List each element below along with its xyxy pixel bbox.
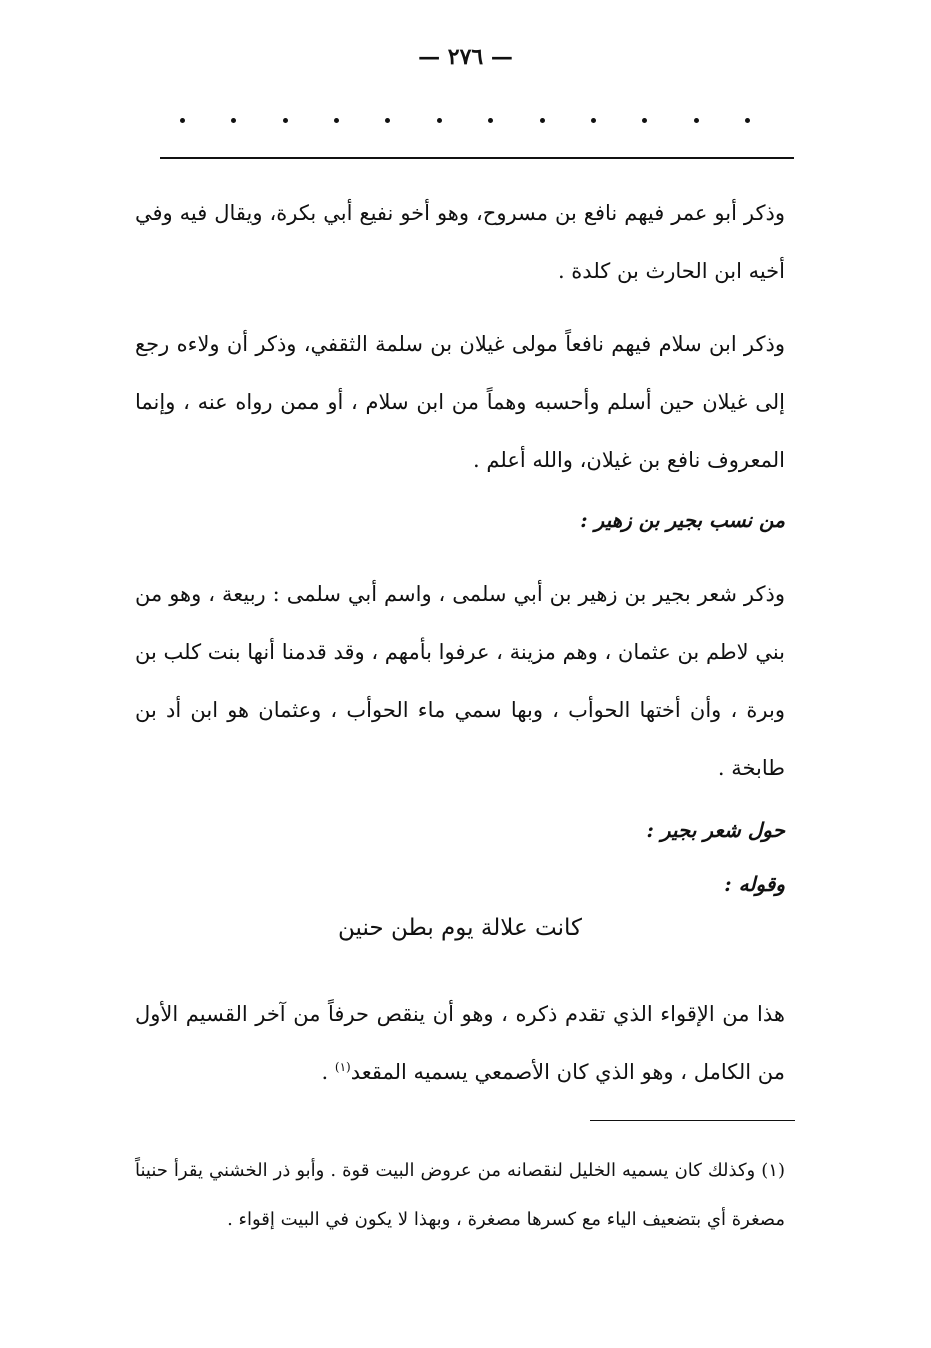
ornamental-dots — [180, 118, 750, 123]
dot — [180, 118, 185, 123]
dot — [540, 118, 545, 123]
section-heading-shir-bujayr: حول شعر بجير : — [646, 818, 785, 842]
dot — [334, 118, 339, 123]
paragraph-iqwa-text: هذا من الإقواء الذي تقدم ذكره ، وهو أن ينقص حرفاً من آخر القسيم الأول من الكامل ، وهو الذي كان الأصمعي يسميه المقعد — [135, 1002, 785, 1084]
footnote-reference: (١) — [334, 1060, 351, 1074]
subheading-qawluhu: وقوله : — [724, 872, 785, 896]
dot — [488, 118, 493, 123]
page-number: — ٢٧٦ — — [418, 44, 513, 70]
dot — [745, 118, 750, 123]
dot — [437, 118, 442, 123]
closing-period: . — [321, 1060, 335, 1084]
section-heading-nasab-bujayr: من نسب بجير بن زهير : — [580, 508, 785, 532]
paragraph-iqwa — [135, 985, 785, 1101]
dot — [231, 118, 236, 123]
dot — [694, 118, 699, 123]
paragraph-nafi-ibn-masruh: وذكر أبو عمر فيهم نافع بن مسروح، وهو أخو نفيع أبي بكرة، ويقال فيه وفي أخيه ابن الحارث بن كلدة . — [135, 201, 785, 283]
paragraph-shir-bujayr: وذكر شعر بجير بن زهير بن أبي سلمى ، واسم أبي سلمى : ربيعة ، وهو من بني لاطم بن عثمان ، وهم مزينة ، عرفوا بأمهم ، وقد قدمنا أنها بنت كلب بن وبرة ، وأن أختها الحوأب ، وبها سمي ماء الحوأب ، وعثمان هو ابن أد بن طابخة . — [135, 582, 785, 780]
dot — [642, 118, 647, 123]
dot — [385, 118, 390, 123]
paragraph-ibn-sallam: وذكر ابن سلام فيهم نافعاً مولى غيلان بن سلمة الثقفي، وذكر أن ولاءه رجع إلى غيلان حين أسلم وأحسبه وهماً من ابن سلام ، أو ممن رواه عنه ، وإنما المعروف نافع بن غيلان، والله أعلم . — [135, 332, 785, 472]
footnote-rule — [590, 1120, 795, 1121]
poetry-verse: كانت علالة يوم بطن حنين — [338, 915, 582, 941]
header-rule — [160, 157, 794, 159]
footnote-text: (١) وكذلك كان يسميه الخليل لنقصانه من عروض البيت قوة . وأبو ذر الخشني يقرأ حنيناً مصغرة أي بتضعيف الياء مع كسرها مصغرة ، وبهذا لا يكون في البيت إقواء . — [135, 1160, 785, 1230]
dot — [283, 118, 288, 123]
dot — [591, 118, 596, 123]
